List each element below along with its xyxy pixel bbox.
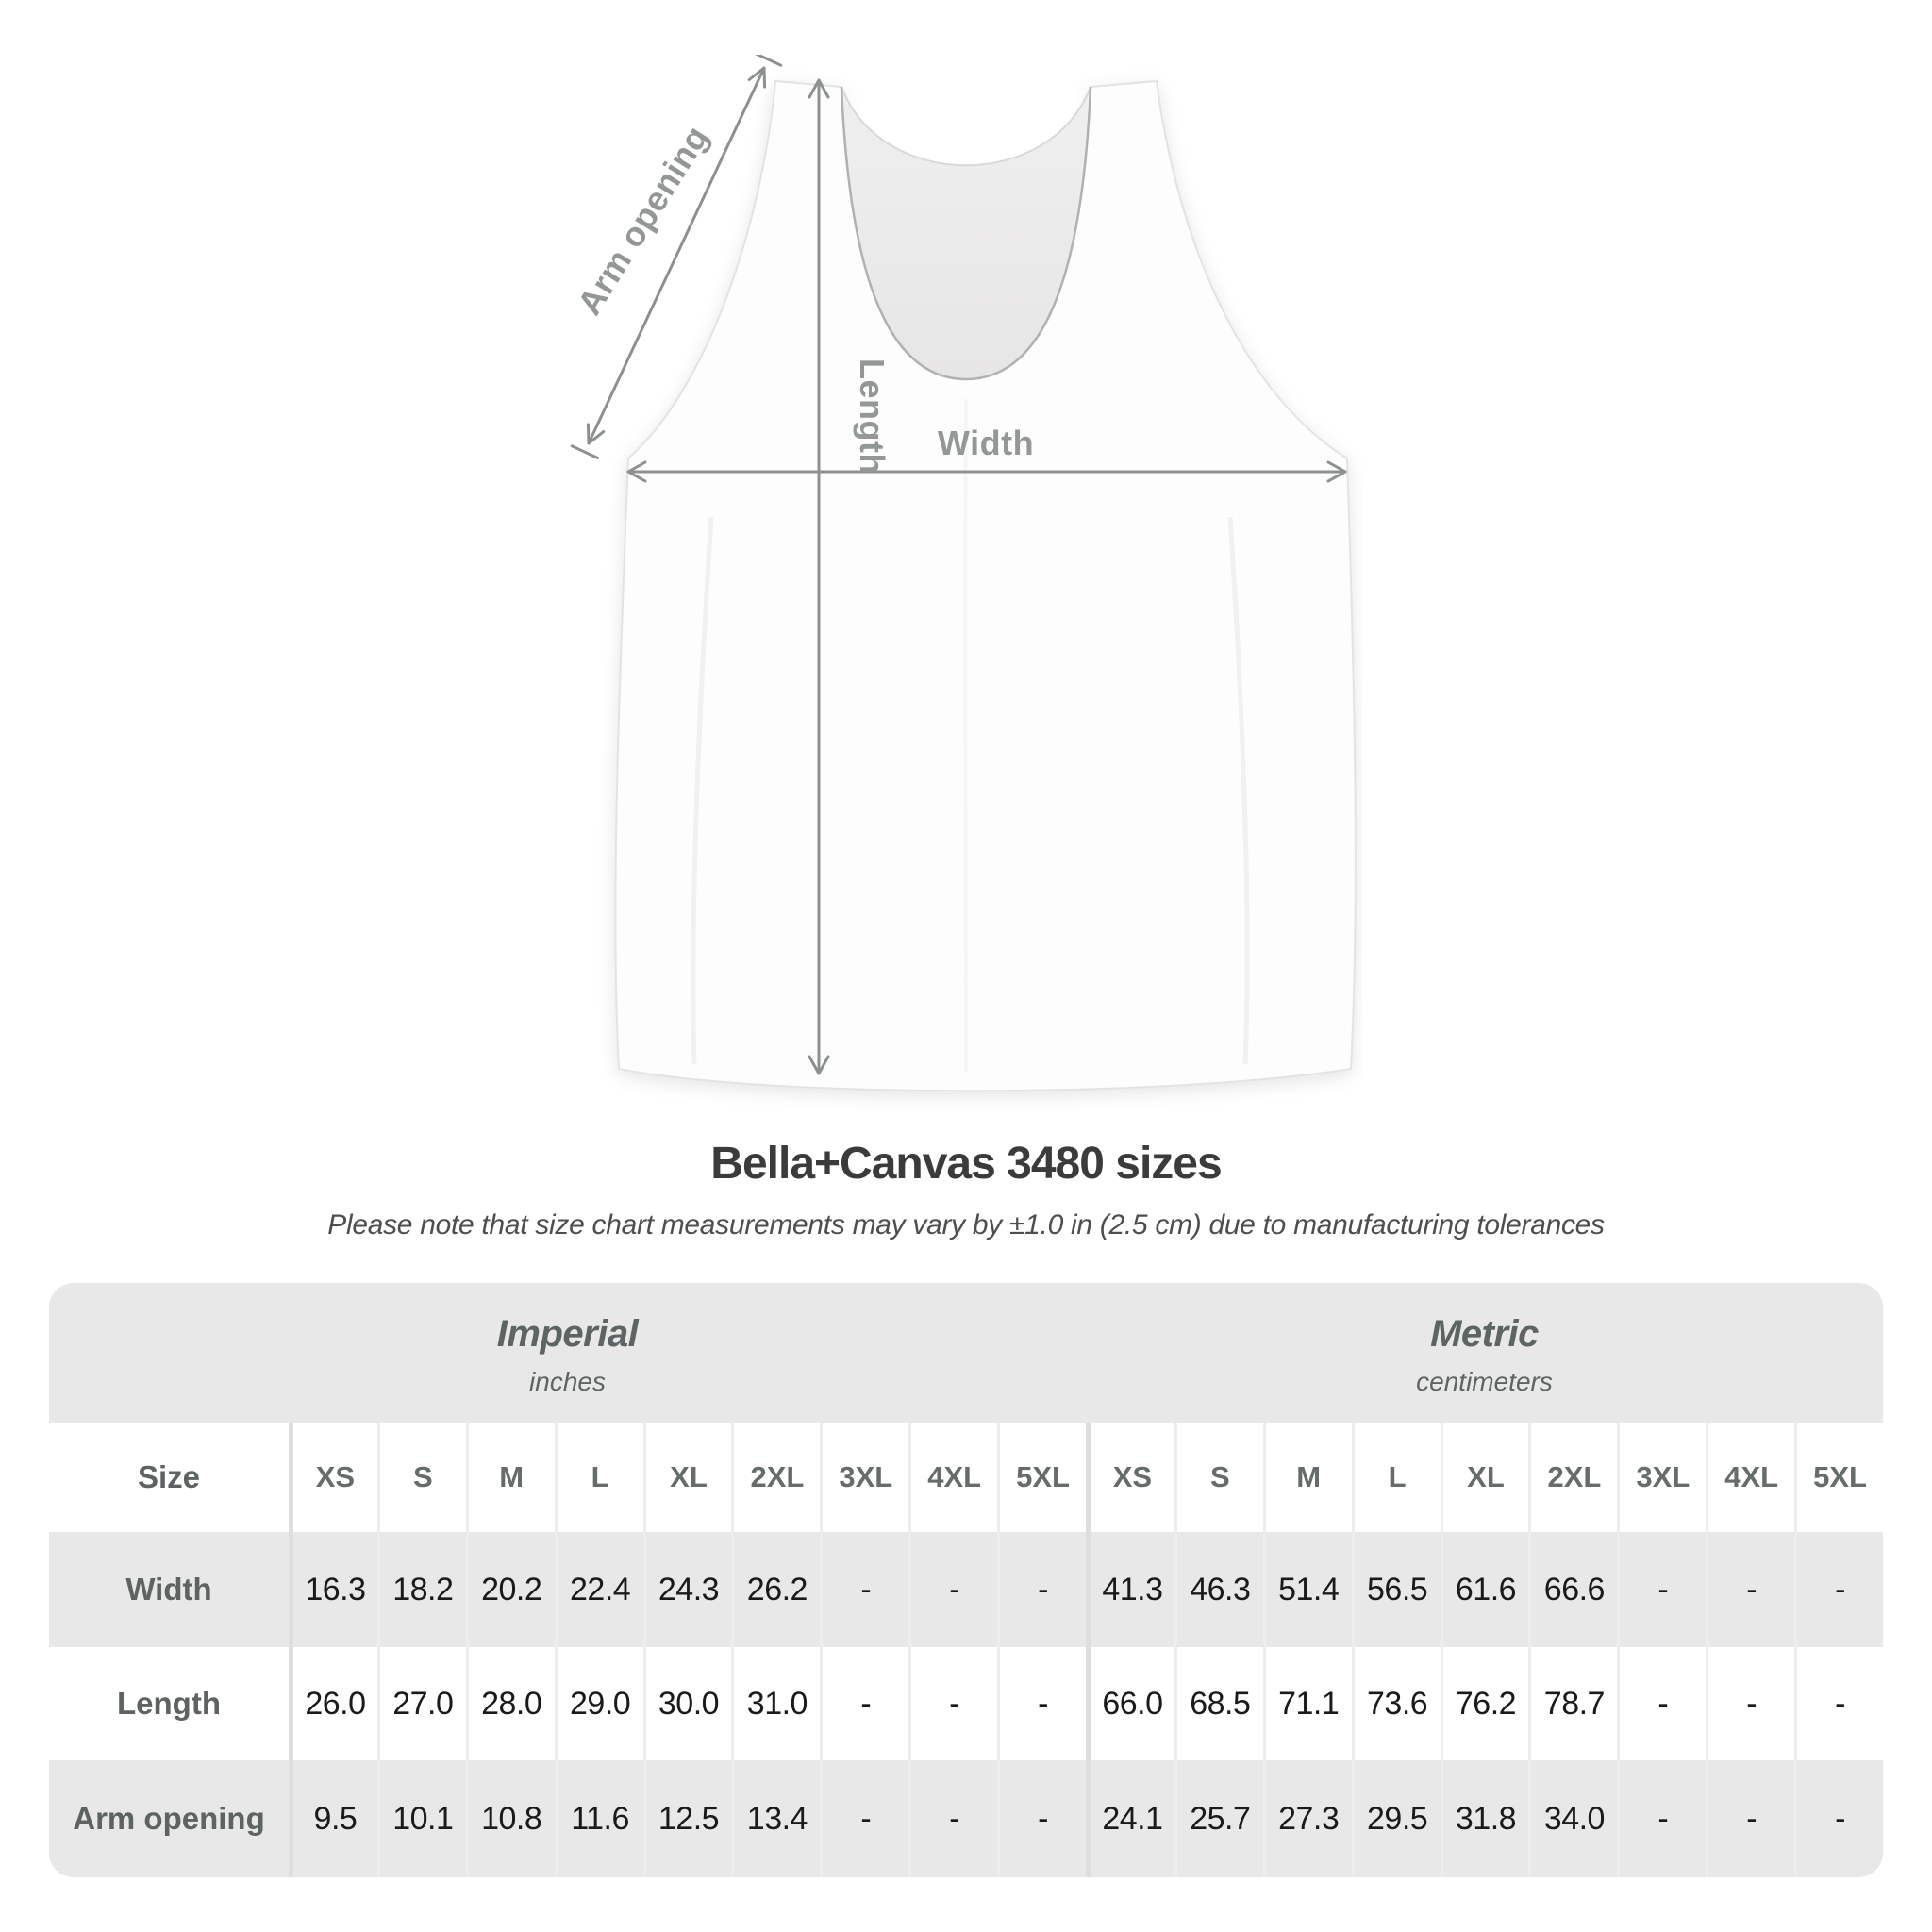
- value-cell: 46.3: [1174, 1532, 1263, 1647]
- value-cell: 66.0: [1086, 1647, 1174, 1760]
- metric-label: Metric: [1430, 1312, 1539, 1355]
- value-cell: 26.2: [731, 1532, 820, 1647]
- size-header-cell: 3XL: [1617, 1423, 1706, 1532]
- value-cell: -: [1617, 1760, 1706, 1877]
- row-label-arm-opening: Arm opening: [73, 1801, 265, 1836]
- size-header-cell: L: [555, 1423, 643, 1532]
- size-header-cell: 5XL: [1794, 1423, 1883, 1532]
- value-cell: -: [997, 1647, 1086, 1760]
- size-chart-table: [49, 1283, 1883, 1877]
- value-cell: 20.2: [466, 1532, 555, 1647]
- value-cell: 16.3: [289, 1532, 377, 1647]
- metric-unit: centimeters: [1416, 1366, 1553, 1396]
- size-header-cell: L: [1352, 1423, 1441, 1532]
- value-cell: -: [1706, 1532, 1794, 1647]
- size-header-cell: 3XL: [820, 1423, 908, 1532]
- value-cell: 24.3: [643, 1532, 732, 1647]
- value-cell: 13.4: [731, 1760, 820, 1877]
- value-cell: 51.4: [1263, 1532, 1352, 1647]
- value-cell: 18.2: [377, 1532, 466, 1647]
- value-cell: 11.6: [555, 1760, 643, 1877]
- value-cell: 29.5: [1352, 1760, 1441, 1877]
- size-column-header: Size: [137, 1459, 201, 1494]
- value-cell: 27.3: [1263, 1760, 1352, 1877]
- page-title: Bella+Canvas 3480 sizes: [710, 1139, 1222, 1189]
- size-header-cell: 2XL: [731, 1423, 820, 1532]
- value-cell: 61.6: [1441, 1532, 1529, 1647]
- value-cell: 24.1: [1086, 1760, 1174, 1877]
- value-cell: 29.0: [555, 1647, 643, 1760]
- value-cell: 34.0: [1528, 1760, 1617, 1877]
- imperial-group-header: [49, 1283, 1086, 1423]
- size-header-cell: XS: [289, 1423, 377, 1532]
- row-label-width: Width: [125, 1572, 212, 1607]
- value-cell: -: [908, 1760, 997, 1877]
- size-header-cell: S: [1174, 1423, 1263, 1532]
- arm-opening-label: Arm opening: [570, 119, 717, 322]
- value-cell: -: [908, 1647, 997, 1760]
- value-cell: 12.5: [643, 1760, 732, 1877]
- value-cell: -: [997, 1532, 1086, 1647]
- size-header-cell: 5XL: [997, 1423, 1086, 1532]
- value-cell: 31.8: [1441, 1760, 1529, 1877]
- value-cell: -: [1794, 1647, 1883, 1760]
- size-header-cell: 4XL: [1706, 1423, 1794, 1532]
- fabric-fold: [965, 399, 966, 1072]
- size-header-cell: XS: [1086, 1423, 1174, 1532]
- value-cell: 9.5: [289, 1760, 377, 1877]
- size-header-cell: XL: [1441, 1423, 1529, 1532]
- value-cell: 27.0: [377, 1647, 466, 1760]
- row-width: [49, 1532, 1883, 1647]
- sizes-header-row: [49, 1423, 1883, 1532]
- value-cell: 66.6: [1528, 1532, 1617, 1647]
- value-cell: 28.0: [466, 1647, 555, 1760]
- value-cell: 76.2: [1441, 1647, 1529, 1760]
- tank-top-image: [570, 55, 1362, 1149]
- value-cell: 56.5: [1352, 1532, 1441, 1647]
- value-cell: 41.3: [1086, 1532, 1174, 1647]
- value-cell: 22.4: [555, 1532, 643, 1647]
- value-cell: -: [820, 1647, 908, 1760]
- length-label: Length: [853, 358, 891, 475]
- size-header-cell: 2XL: [1528, 1423, 1617, 1532]
- size-header-cell: XL: [643, 1423, 732, 1532]
- value-cell: 31.0: [731, 1647, 820, 1760]
- value-cell: 26.0: [289, 1647, 377, 1760]
- imperial-label: Imperial: [496, 1312, 639, 1355]
- value-cell: -: [908, 1532, 997, 1647]
- value-cell: 71.1: [1263, 1647, 1352, 1760]
- value-cell: 25.7: [1174, 1760, 1263, 1877]
- value-cell: 30.0: [643, 1647, 732, 1760]
- value-cell: -: [820, 1760, 908, 1877]
- row-length: [49, 1647, 1883, 1760]
- value-cell: -: [1794, 1532, 1883, 1647]
- value-cell: 78.7: [1528, 1647, 1617, 1760]
- value-cell: -: [1794, 1760, 1883, 1877]
- value-cell: 73.6: [1352, 1647, 1441, 1760]
- value-cell: 10.1: [377, 1760, 466, 1877]
- tolerance-note: Please note that size chart measurements may vary by ±1.0 in (2.5 cm) due to manufacturing tolerances: [327, 1209, 1605, 1241]
- row-arm-opening: [49, 1760, 1883, 1877]
- units-header: [49, 1283, 1883, 1423]
- size-header-cell: M: [1263, 1423, 1352, 1532]
- size-header-cell: 4XL: [908, 1423, 997, 1532]
- value-cell: -: [1706, 1647, 1794, 1760]
- value-cell: -: [1617, 1647, 1706, 1760]
- size-header-cell: M: [466, 1423, 555, 1532]
- value-cell: -: [1617, 1532, 1706, 1647]
- value-cell: -: [820, 1532, 908, 1647]
- size-header-cell: S: [377, 1423, 466, 1532]
- imperial-unit: inches: [529, 1366, 606, 1396]
- metric-group-header: [1086, 1283, 1883, 1423]
- value-cell: 68.5: [1174, 1647, 1263, 1760]
- size-diagram: [570, 55, 1362, 1149]
- value-cell: -: [997, 1760, 1086, 1877]
- row-label-length: Length: [117, 1686, 221, 1721]
- value-cell: -: [1706, 1760, 1794, 1877]
- value-cell: 10.8: [466, 1760, 555, 1877]
- width-label: Width: [937, 424, 1035, 462]
